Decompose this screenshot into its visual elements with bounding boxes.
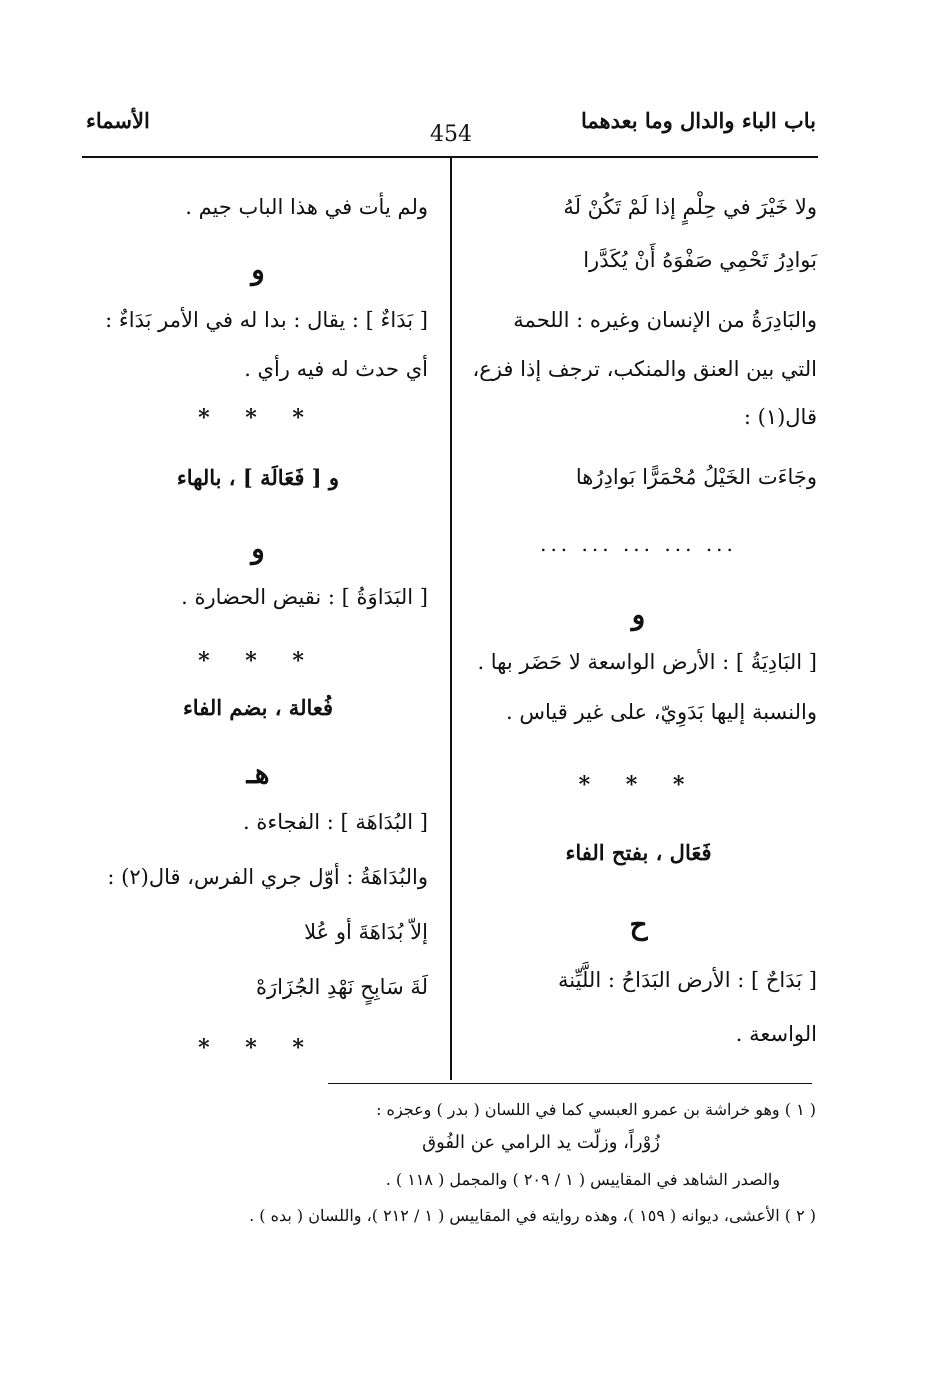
footnote-line-1: ( ١ ) وهو خراشة بن عمرو العبسي كما في اللسان ( بدر ) وعجزه : bbox=[376, 1100, 816, 1119]
right-column-line-2: بَوادِرُ تَحْمِي صَفْوَهُ أَنْ يُكَدَّرا bbox=[583, 248, 817, 272]
right-column-line-5: قال(١) : bbox=[743, 405, 817, 429]
running-header-left: الأسماء bbox=[86, 108, 150, 133]
right-column-line-3: والبَادِرَةُ من الإنسان وغيره : اللحمة bbox=[513, 308, 817, 332]
left-column-line-12: [ البُدَاهَة ] : الفجاءة . bbox=[243, 810, 428, 834]
right-column-line-14: [ بَدَاحٌ ] : الأرض البَدَاحُ : اللَّيِّنة bbox=[558, 968, 817, 992]
left-column-line-14: إلاّ بُدَاهَةَ أو عُلا bbox=[304, 920, 428, 944]
right-column-line-9: [ البَادِيَةُ ] : الأرض الواسعة لا حَضَر بها . bbox=[477, 650, 817, 674]
right-column-line-1: ولا خَيْرَ في حِلْمٍ إذا لَمْ تَكُنْ لَهُ bbox=[563, 195, 817, 219]
right-column-line-15: الواسعة . bbox=[735, 1022, 817, 1046]
left-column-line-15: لَةَ سَابِحٍ نَهْدِ الجُزَارَهْ bbox=[256, 975, 428, 999]
column-divider bbox=[450, 158, 452, 1080]
running-header-right: باب الباء والدال وما بعدهما bbox=[581, 108, 816, 133]
footnote-line-3: والصدر الشاهد في المقاييس ( ١ / ٢٠٩ ) والمجمل ( ١١٨ ) . bbox=[385, 1170, 780, 1189]
right-column-line-8: و bbox=[631, 598, 646, 631]
left-column-line-1: ولم يأت في هذا الباب جيم . bbox=[185, 195, 428, 219]
footnote-rule bbox=[328, 1083, 812, 1084]
footnote-line-2: زُوْراً، وزلّت يد الرامي عن الفُوق bbox=[422, 1132, 660, 1153]
left-column-line-6: و [ فَعَالَة ] ، بالهاء bbox=[176, 465, 340, 490]
left-column-line-10: فُعالة ، بضم الفاء bbox=[182, 695, 334, 720]
right-column-line-6: وجَاءَت الخَيْلُ مُحْمَرًّا بَوادِرُها bbox=[575, 465, 817, 489]
left-column-line-2: و bbox=[251, 253, 265, 286]
left-column-line-16: * * * bbox=[198, 1035, 318, 1061]
right-column-line-12: فَعَال ، بفتح الفاء bbox=[565, 840, 712, 865]
left-column-line-13: والبُدَاهَةُ : أوّل جري الفرس، قال(٢) : bbox=[107, 865, 428, 889]
right-column-line-11: * * * bbox=[578, 772, 699, 798]
left-column-line-11: هـ bbox=[246, 757, 270, 790]
left-column-line-8: [ البَدَاوَةُ ] : نقيض الحضارة . bbox=[181, 585, 428, 609]
left-column-line-4: أي حدث له فيه رأي . bbox=[244, 357, 428, 381]
page-number: 454 bbox=[430, 122, 472, 147]
right-column-line-4: التي بين العنق والمنكب، ترجف إذا فزع، bbox=[472, 357, 817, 381]
footnote-line-4: ( ٢ ) الأعشى، ديوانه ( ١٥٩ )، وهذه روايته في المقاييس ( ١ / ٢١٢ )، واللسان ( بده ) . bbox=[249, 1206, 816, 1225]
left-column-line-7: و bbox=[251, 532, 265, 565]
right-column-line-10: والنسبة إليها بَدَوِيّ، على غير قياس . bbox=[506, 700, 817, 724]
left-column-line-3: [ بَدَاءٌ ] : يقال : بدا له في الأمر بَدَاءٌ : bbox=[105, 308, 428, 332]
right-column-line-7: ... ... ... ... ... bbox=[540, 532, 737, 556]
left-column-line-9: * * * bbox=[198, 648, 318, 674]
left-column-line-5: * * * bbox=[198, 405, 318, 431]
right-column-line-13: ح bbox=[629, 908, 648, 941]
